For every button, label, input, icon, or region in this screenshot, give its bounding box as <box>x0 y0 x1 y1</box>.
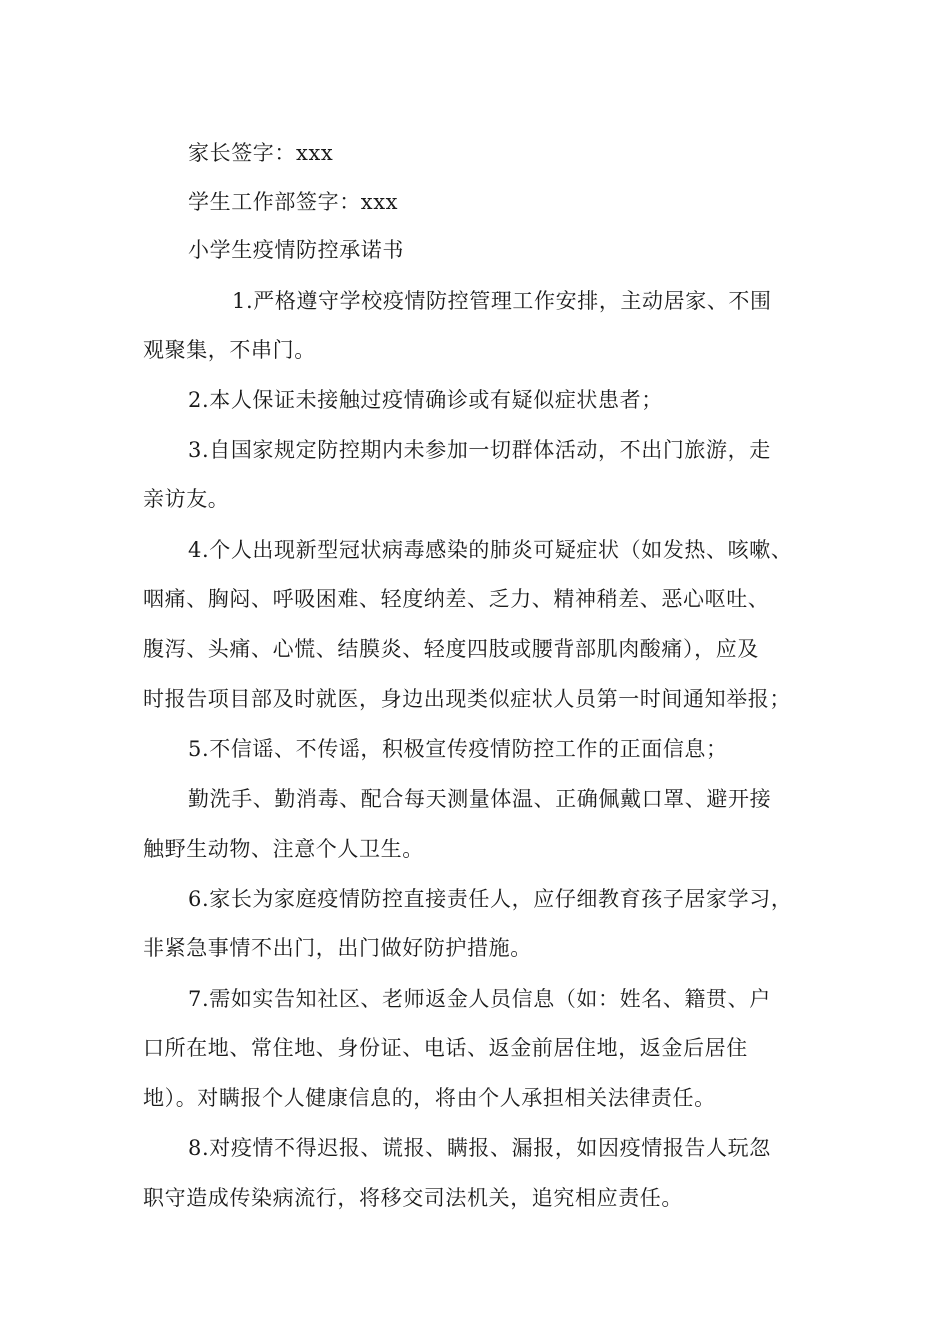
item-8-line-1: 8.对疫情不得迟报、谎报、瞒报、漏报，如因疫情报告人玩忽 <box>188 1136 771 1160</box>
parent-signature-line: 家长签字：xxx <box>188 141 334 165</box>
item-6-line-2: 非紧急事情不出门，出门做好防护措施。 <box>143 936 532 960</box>
hygiene-line-2: 触野生动物、注意个人卫生。 <box>143 837 424 861</box>
item-3-line-1: 3.自国家规定防控期内未参加一切群体活动，不出门旅游，走 <box>188 438 771 462</box>
document-title: 小学生疫情防控承诺书 <box>188 238 404 262</box>
hygiene-line-1: 勤洗手、勤消毒、配合每天测量体温、正确佩戴口罩、避开接 <box>188 787 772 811</box>
department-signature-line: 学生工作部签字：xxx <box>188 190 399 214</box>
item-8-line-2: 职守造成传染病流行，将移交司法机关，追究相应责任。 <box>143 1186 683 1210</box>
item-1-line-1: 1.严格遵守学校疫情防控管理工作安排，主动居家、不围 <box>232 289 772 313</box>
item-7-line-2: 口所在地、常住地、身份证、电话、返金前居住地，返金后居住 <box>143 1036 748 1060</box>
item-1-line-2: 观聚集，不串门。 <box>143 338 316 362</box>
item-2-line-1: 2.本人保证未接触过疫情确诊或有疑似症状患者； <box>188 388 663 412</box>
item-3-line-2: 亲访友。 <box>143 487 230 511</box>
item-4-line-4: 时报告项目部及时就医，身边出现类似症状人员第一时间通知举报； <box>143 687 791 711</box>
item-4-line-3: 腹泻、头痛、心慌、结膜炎、轻度四肢或腰背部肌肉酸痛），应及 <box>143 637 759 661</box>
item-7-line-3: 地）。对瞒报个人健康信息的，将由个人承担相关法律责任。 <box>143 1086 716 1110</box>
item-6-line-1: 6.家长为家庭疫情防控直接责任人，应仔细教育孩子居家学习， <box>188 887 793 911</box>
item-5-line-1: 5.不信谣、不传谣，积极宣传疫情防控工作的正面信息； <box>188 737 728 761</box>
item-7-line-1: 7.需如实告知社区、老师返金人员信息（如：姓名、籍贯、户 <box>188 987 771 1011</box>
item-4-line-1: 4.个人出现新型冠状病毒感染的肺炎可疑症状（如发热、咳嗽、 <box>188 538 793 562</box>
item-4-line-2: 咽痛、胸闷、呼吸困难、轻度纳差、乏力、精神稍差、恶心呕吐、 <box>143 587 770 611</box>
